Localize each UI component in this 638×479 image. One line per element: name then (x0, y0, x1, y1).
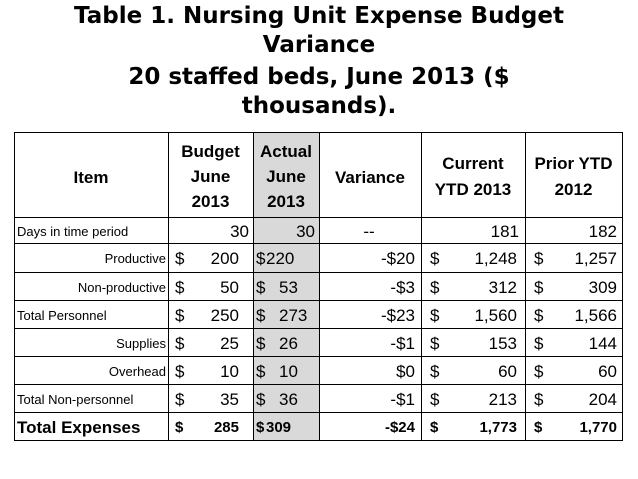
variance-value: -- (363, 222, 375, 241)
row-label: Productive (104, 251, 166, 266)
actual-value: 30 (296, 222, 315, 241)
prior-ytd-currency: $ (534, 362, 544, 381)
title-line-4: thousands). (241, 93, 397, 119)
budget-currency: $ (175, 362, 185, 381)
current-ytd-currency: $ (430, 278, 440, 297)
variance-value: -$23 (380, 306, 415, 325)
header-budget-1: Budget (181, 142, 240, 161)
row-label: Overhead (108, 364, 166, 379)
header-current-1: Current (442, 154, 504, 173)
actual-currency: $ (256, 419, 265, 436)
actual-currency: $ (256, 362, 266, 381)
budget-value: 250 (210, 306, 239, 325)
row-label: Supplies (116, 336, 166, 351)
current-ytd-value: 60 (498, 362, 517, 381)
budget-currency: $ (175, 249, 185, 268)
actual-value: 220 (266, 249, 295, 268)
budget-currency: $ (175, 306, 185, 325)
actual-value: 309 (266, 419, 292, 436)
current-ytd-currency: $ (430, 419, 439, 436)
variance-value: -$1 (390, 334, 415, 353)
current-ytd-value: 213 (488, 390, 517, 409)
prior-ytd-value: 60 (598, 362, 617, 381)
actual-value: 53 (279, 278, 298, 297)
actual-value: 10 (279, 362, 298, 381)
actual-value: 26 (279, 334, 298, 353)
budget-currency: $ (175, 334, 185, 353)
actual-currency: $ (256, 306, 266, 325)
header-budget-3: 2013 (191, 192, 230, 211)
prior-ytd-currency: $ (534, 278, 544, 297)
current-ytd-currency: $ (430, 306, 440, 325)
actual-currency: $ (256, 249, 266, 268)
prior-ytd-value: 1,770 (579, 419, 617, 436)
prior-ytd-currency: $ (534, 306, 544, 325)
row-label: Non-productive (77, 280, 166, 295)
header-prior-2: 2012 (554, 180, 593, 199)
budget-value: 10 (220, 362, 239, 381)
header-current-2: YTD 2013 (434, 180, 512, 199)
budget-value: 200 (210, 249, 239, 268)
budget-currency: $ (175, 390, 185, 409)
actual-value: 273 (279, 306, 308, 325)
budget-value: 25 (220, 334, 239, 353)
variance-value: -$20 (380, 249, 415, 268)
current-ytd-value: 1,773 (479, 419, 517, 436)
budget-currency: $ (175, 278, 185, 297)
current-ytd-currency: $ (430, 334, 440, 353)
current-ytd-value: 1,248 (474, 249, 517, 268)
current-ytd-currency: $ (430, 362, 440, 381)
budget-value: 50 (220, 278, 239, 297)
prior-ytd-value: 182 (588, 222, 617, 241)
actual-currency: $ (256, 334, 266, 353)
actual-currency: $ (256, 278, 266, 297)
header-variance: Variance (335, 168, 405, 187)
variance-value: -$3 (390, 278, 415, 297)
prior-ytd-currency: $ (534, 334, 544, 353)
row-label: Total Personnel (17, 308, 107, 323)
prior-ytd-value: 1,566 (574, 306, 617, 325)
header-actual-1: Actual (260, 142, 312, 161)
current-ytd-currency: $ (430, 390, 440, 409)
header-actual-3: 2013 (267, 192, 305, 211)
header-prior-1: Prior YTD (534, 154, 613, 173)
prior-ytd-value: 144 (588, 334, 617, 353)
budget-value: 35 (220, 390, 239, 409)
row-label: Total Non-personnel (17, 392, 134, 407)
budget-value: 285 (213, 419, 239, 436)
title-line-1: Table 1. Nursing Unit Expense Budget (74, 3, 564, 29)
budget-currency: $ (175, 419, 184, 436)
title-line-2: Variance (262, 32, 376, 58)
row-label: Total Expenses (17, 418, 141, 437)
current-ytd-currency: $ (430, 249, 440, 268)
variance-value: $0 (396, 362, 415, 381)
prior-ytd-value: 1,257 (574, 249, 617, 268)
current-ytd-value: 1,560 (474, 306, 517, 325)
header-budget-2: June (190, 167, 231, 186)
current-ytd-value: 181 (490, 222, 519, 241)
variance-value: -$24 (384, 419, 415, 436)
title-line-3: 20 staffed beds, June 2013 ($ (128, 64, 510, 90)
current-ytd-value: 153 (488, 334, 517, 353)
prior-ytd-currency: $ (534, 249, 544, 268)
prior-ytd-currency: $ (534, 419, 543, 436)
header-item: Item (73, 168, 109, 187)
header-actual-2: June (266, 167, 306, 186)
prior-ytd-currency: $ (534, 390, 544, 409)
variance-value: -$1 (390, 390, 415, 409)
current-ytd-value: 312 (488, 278, 517, 297)
budget-value: 30 (230, 222, 249, 241)
actual-value: 36 (279, 390, 298, 409)
row-label: Days in time period (17, 224, 129, 239)
prior-ytd-value: 204 (588, 390, 617, 409)
prior-ytd-value: 309 (588, 278, 617, 297)
actual-currency: $ (256, 390, 266, 409)
